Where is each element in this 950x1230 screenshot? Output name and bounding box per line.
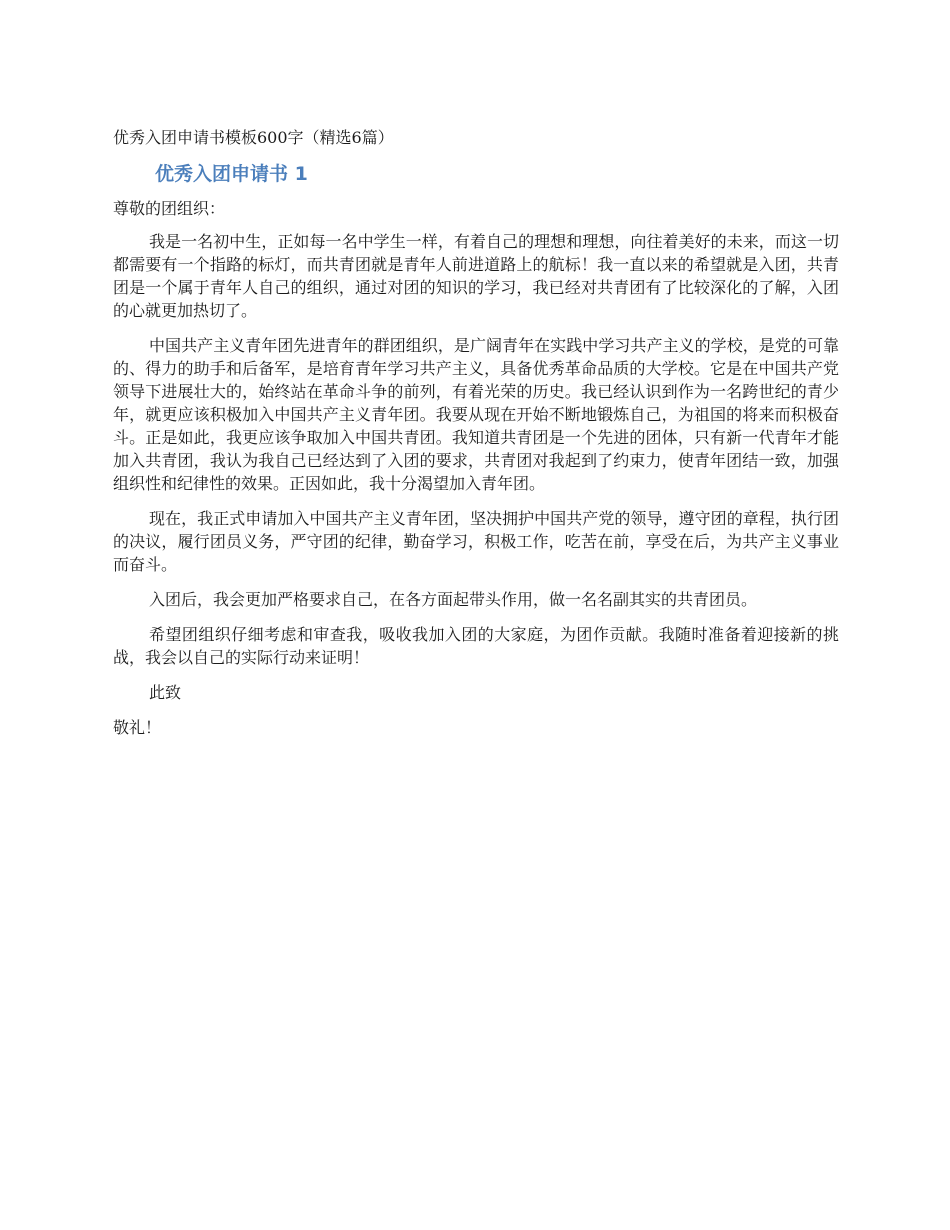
regards-line: 敬礼！ [113, 718, 162, 737]
section-heading: 优秀入团申请书 1 [155, 163, 308, 185]
body-paragraph-2: 中国共产主义青年团先进青年的群团组织，是广阔青年在实践中学习共产主义的学校，是党的可靠的、得力的助手和后备军，是培育青年学习共产主义，具备优秀革命品质的大学校。它是在中国共产党领导下进展壮大的，始终站在革命斗争的前列，有着光荣的历史。我已经认识到作为一名跨世纪的青少年，就更应该积极加入中国共产主义青年团。我要从现在开始不断地锻炼自己，为祖国的将来而积极奋斗。正是如此，我更应该争取加入中国共青团。我知道共青团是一个先进的团体，只有新一代青年才能加入共青团，我认为我自己已经达到了入团的要求，共青团对我起到了约束力，使青年团结一致，加强组织性和纪律性的效果。正因如此，我十分渴望加入青年团。 [113, 336, 839, 493]
document-title: 优秀入团申请书模板600字（精选6篇） [113, 128, 394, 147]
document-page [113, 126, 839, 739]
closing-line: 此致 [149, 683, 182, 702]
body-paragraph-5: 希望团组织仔细考虑和审查我，吸收我加入团的大家庭，为团作贡献。我随时准备着迎接新的挑战，我会以自己的实际行动来证明！ [113, 625, 839, 667]
salutation: 尊敬的团组织： [113, 199, 226, 218]
body-paragraph-1: 我是一名初中生，正如每一名中学生一样，有着自己的理想和理想，向往着美好的未来，而这一切都需要有一个指路的标灯，而共青团就是青年人前进道路上的航标！我一直以来的希望就是入团，共青团是一个属于青年人自己的组织，通过对团的知识的学习，我已经对共青团有了比较深化的了解，入团的心就更加热切了。 [113, 232, 839, 320]
body-paragraph-3: 现在，我正式申请加入中国共产主义青年团，坚决拥护中国共产党的领导，遵守团的章程，执行团的决议，履行团员义务，严守团的纪律，勤奋学习，积极工作，吃苦在前，享受在后，为共产主义事业而奋斗。 [113, 509, 839, 574]
body-paragraph-4: 入团后，我会更加严格要求自己，在各方面起带头作用，做一名名副其实的共青团员。 [149, 590, 758, 609]
